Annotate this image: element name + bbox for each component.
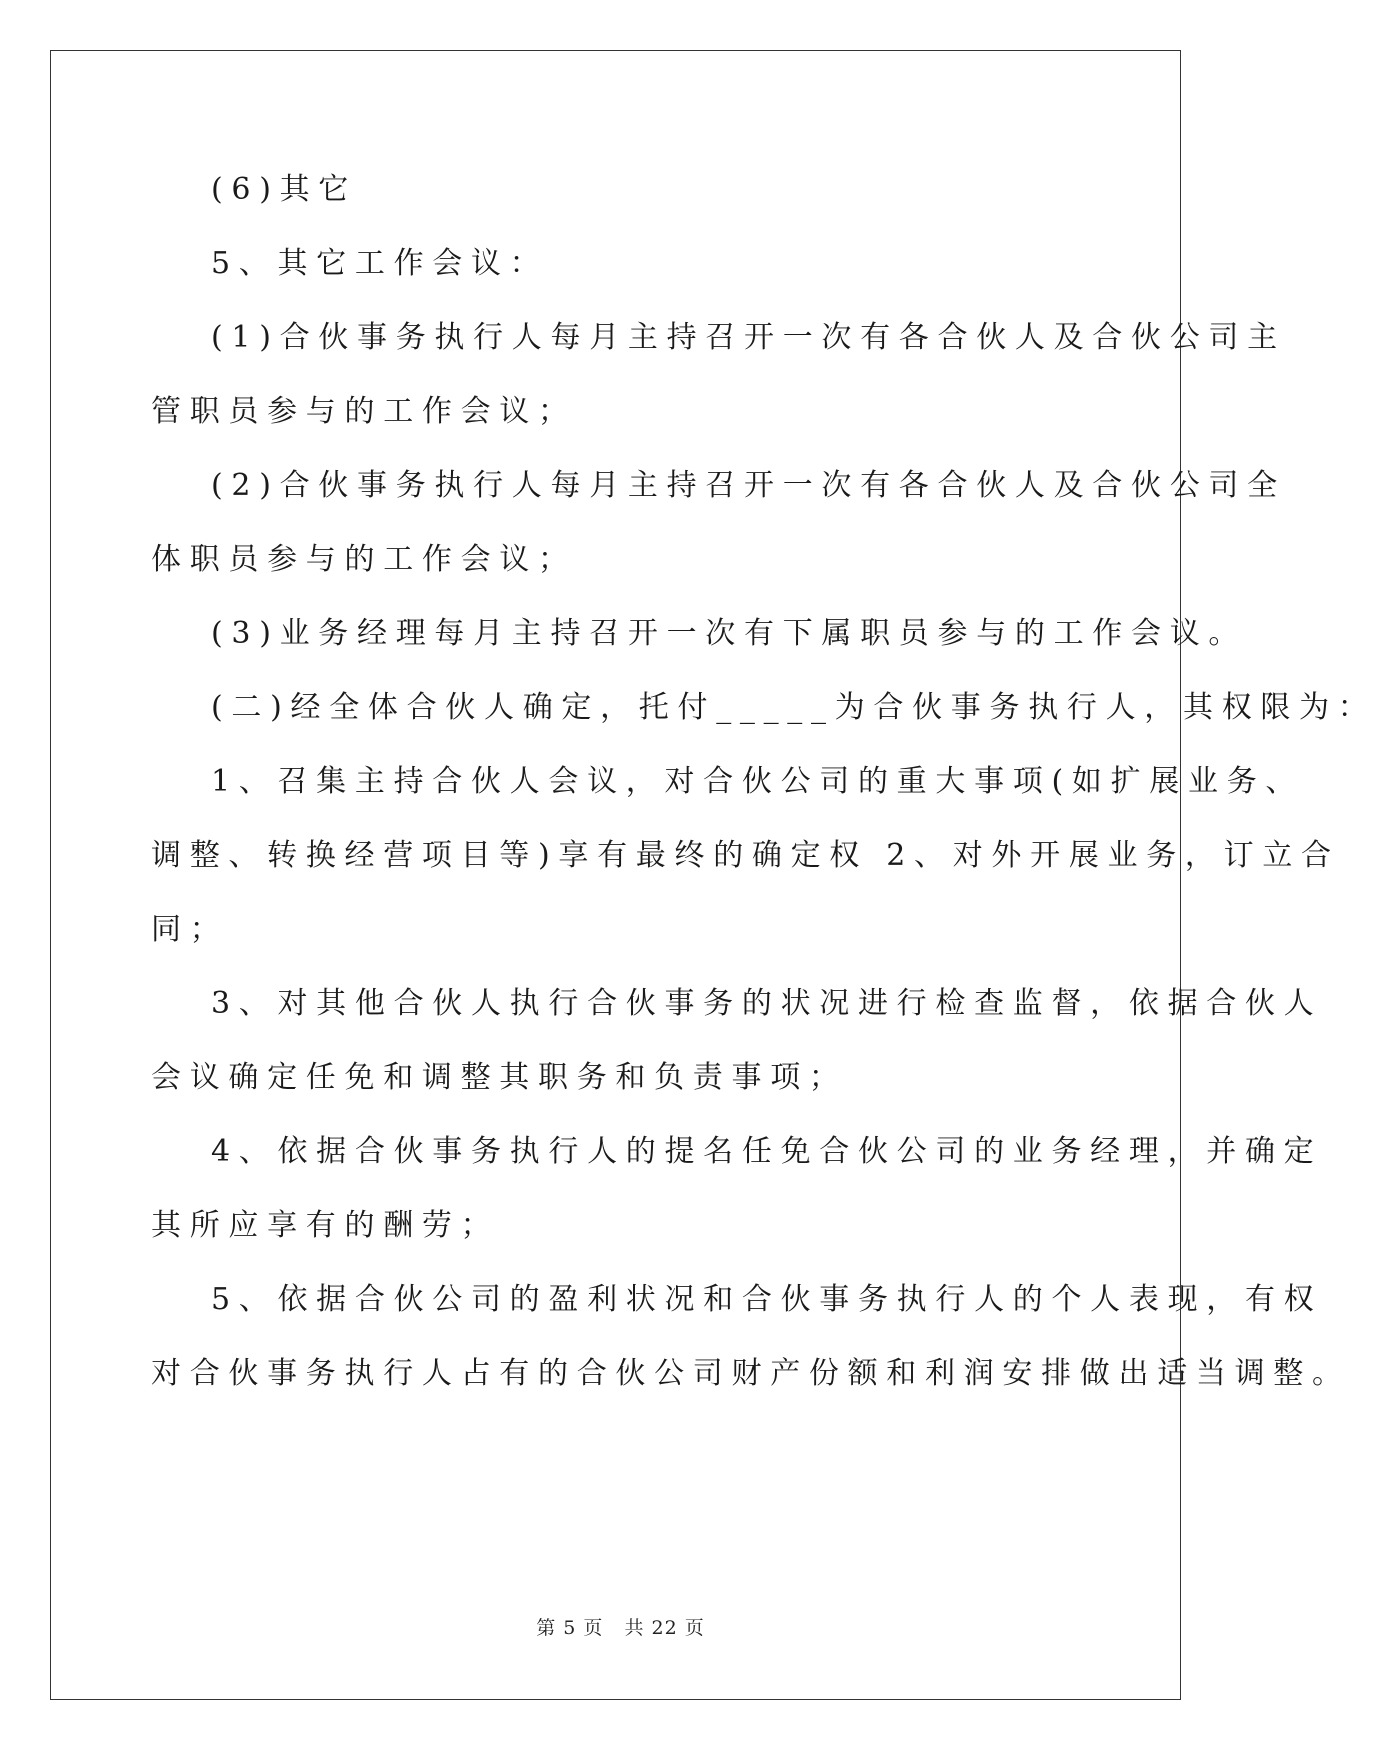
paragraph-line-item-1: (1)合伙事务执行人每月主持召开一次有各合伙人及合伙公司主 (211, 320, 1286, 355)
paragraph-line-item-3: (3)业务经理每月主持召开一次有下属职员参与的工作会议。 (211, 616, 1248, 651)
paragraph-line-item-6: (6)其它 (211, 172, 357, 207)
paragraph-line-power-5: 5、依据合伙公司的盈利状况和合伙事务执行人的个人表现，有权 (211, 1282, 1323, 1317)
paragraph-line-item-1-cont: 管职员参与的工作会议； (151, 394, 577, 429)
paragraph-line-power-4: 4、依据合伙事务执行人的提名任免合伙公司的业务经理，并确定 (211, 1134, 1323, 1169)
paragraph-line-item-2-cont: 体职员参与的工作会议； (151, 542, 577, 577)
paragraph-line-section-two: (二)经全体合伙人确定，托付_____为合伙事务执行人，其权限为： (211, 690, 1377, 725)
paragraph-line-power-2-cont: 同； (151, 912, 229, 947)
paragraph-line-power-3-cont: 会议确定任免和调整其职务和负责事项； (151, 1060, 848, 1095)
paragraph-line-power-1-cont: 调整、转换经营项目等)享有最终的确定权 2、对外开展业务，订立合 (151, 838, 1340, 873)
paragraph-line-power-1: 1、召集主持合伙人会议，对合伙公司的重大事项(如扩展业务、 (211, 764, 1305, 799)
paragraph-line-power-4-cont: 其所应享有的酬劳； (151, 1208, 500, 1243)
paragraph-line-section-5-heading: 5、其它工作会议： (211, 246, 549, 281)
paragraph-line-item-2: (2)合伙事务执行人每月主持召开一次有各合伙人及合伙公司全 (211, 468, 1286, 503)
paragraph-line-power-5-cont: 对合伙事务执行人占有的合伙公司财产份额和利润安排做出适当调整。 (151, 1356, 1351, 1391)
page-number-footer: 第 5 页 共 22 页 (536, 1617, 705, 1639)
paragraph-line-power-3: 3、对其他合伙人执行合伙事务的状况进行检查监督，依据合伙人 (211, 986, 1323, 1021)
